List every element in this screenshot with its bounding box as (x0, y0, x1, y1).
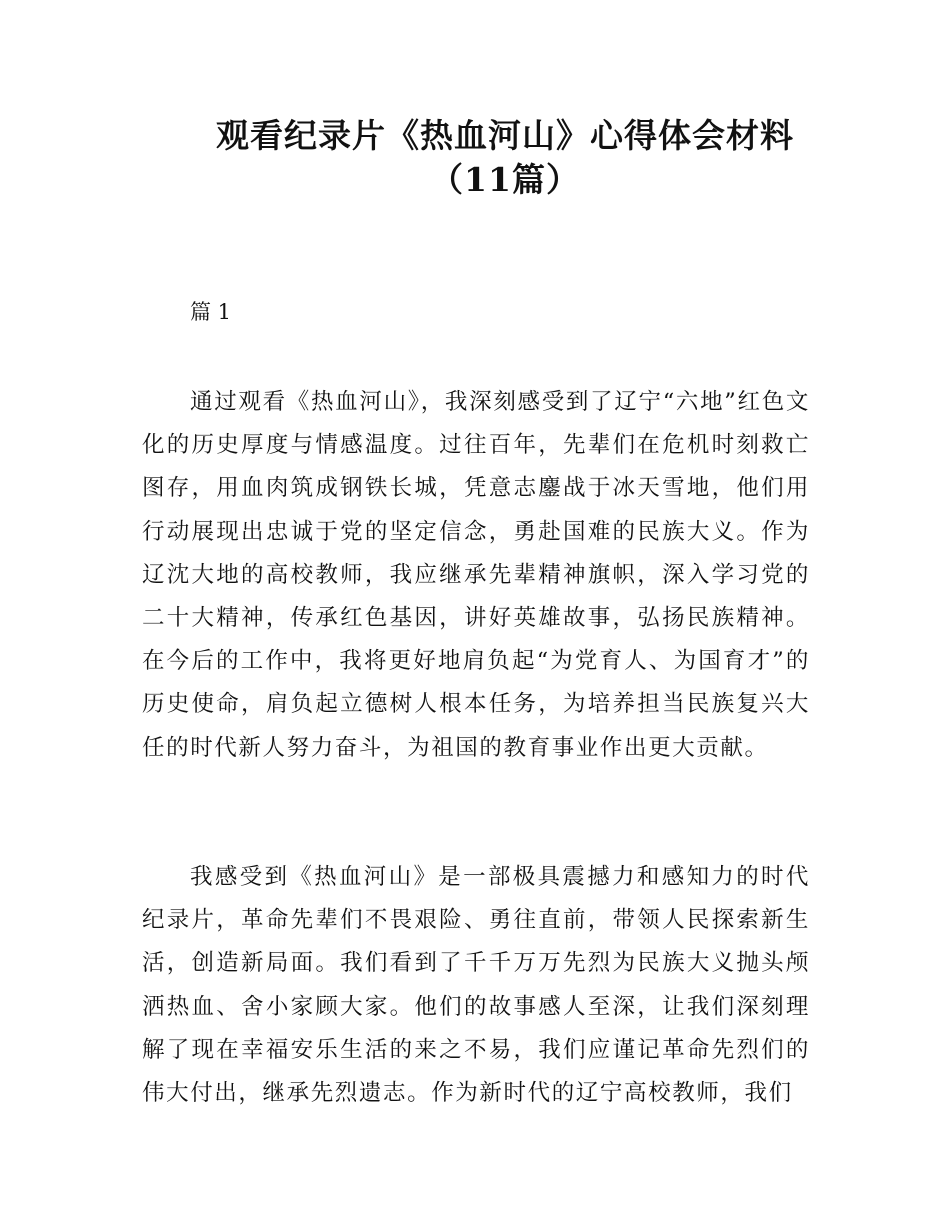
body-paragraph-2: 我感受到《热血河山》是一部极具震撼力和感知力的时代纪录片，革命先辈们不畏艰险、勇往直前，带领人民探索新生活，创造新局面。我们看到了千千万万先烈为民族大义抛头颅洒热血、舍小家顾大家。他们的故事感人至深，让我们深刻理解了现在幸福安乐生活的来之不易，我们应谨记革命先烈们的伟大付出，继承先烈遗志。作为新时代的辽宁高校教师，我们 (142, 864, 810, 1107)
section-label: 篇 1 (190, 300, 232, 324)
document-title-line-1: 观看纪录片《热血河山》心得体会材料 (216, 116, 794, 155)
body-paragraph-1: 通过观看《热血河山》，我深刻感受到了辽宁“六地”红色文化的历史厚度与情感温度。过往百年，先辈们在危机时刻救亡图存，用血肉筑成钢铁长城，凭意志鏖战于冰天雪地，他们用行动展现出忠诚于党的坚定信念，勇赴国难的民族大义。作为辽沈大地的高校教师，我应继承先辈精神旗帜，深入学习党的二十大精神，传承红色基因，讲好英雄故事，弘扬民族精神。在今后的工作中，我将更好地肩负起“为党育人、为国育才”的历史使命，肩负起立德树人根本任务，为培养担当民族复兴大任的时代新人努力奋斗，为祖国的教育事业作出更大贡献。 (142, 389, 810, 761)
document-title-line-2: （11篇） (430, 160, 580, 199)
